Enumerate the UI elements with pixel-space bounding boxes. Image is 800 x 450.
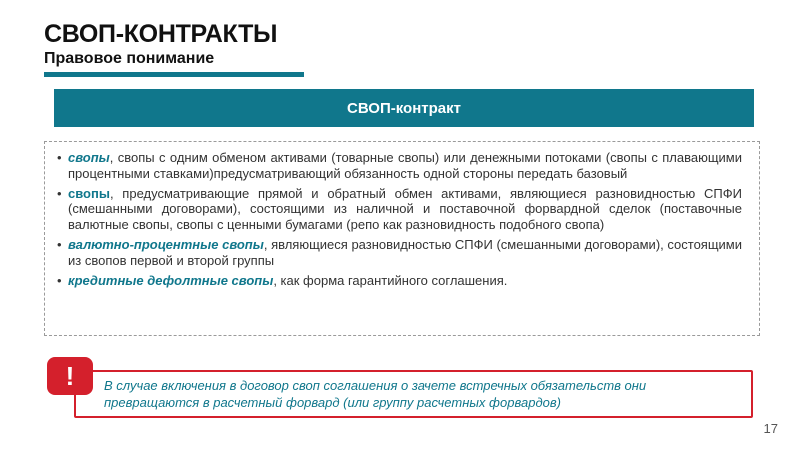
page-number: 17 xyxy=(763,421,778,436)
page-title: СВОП-КОНТРАКТЫ xyxy=(44,20,278,48)
bullet-icon: • xyxy=(57,185,62,201)
list-item-text: , являющиеся разновидностью СПФИ (смешанными договорами), состоящими из свопов первой и второй группы xyxy=(68,236,742,268)
list-item xyxy=(57,237,742,269)
page-subtitle: Правовое понимание xyxy=(44,50,215,67)
list-item-text: , свопы с одним обменом активами (товарные свопы) или денежными потоками (свопы с плавающими процентными ставками)предусматривающий обязанность одной стороны передать базовый xyxy=(68,150,742,181)
bullet-icon: • xyxy=(57,236,62,252)
list-item-highlight: свопы xyxy=(68,150,110,165)
alert-text: В случае включения в договор своп соглашения о зачете встречных обязательств они превращаются в расчетный форвард (или группу расчетных форвардов) xyxy=(104,378,647,410)
list-item xyxy=(57,186,742,233)
title-underline xyxy=(44,72,304,77)
list-item-highlight: кредитные дефолтные свопы xyxy=(68,272,274,288)
list-item-text: , как форма гарантийного соглашения. xyxy=(273,272,508,288)
banner-label: СВОП-контракт xyxy=(347,99,461,117)
list-item-highlight: свопы xyxy=(68,185,110,201)
list-item xyxy=(57,150,742,182)
list-item-text: , предусматривающие прямой и обратный обмен активами, являющиеся разновидностью СПФИ (смешанными договорами), состоящими из наличной и поставочной форвардной сделок (поставочные валютные свопы, свопы с ценными бумагами (репо как разновидность подобного свопа) xyxy=(68,185,742,233)
swap-types-list xyxy=(57,150,742,292)
list-item-highlight: валютно-процентные свопы xyxy=(68,236,264,252)
bullet-icon: • xyxy=(57,272,62,288)
list-item xyxy=(57,273,742,289)
section-banner xyxy=(54,89,754,127)
bullet-icon: • xyxy=(57,150,62,165)
alert-icon-glyph: ! xyxy=(65,360,75,391)
exclamation-icon xyxy=(47,357,93,395)
